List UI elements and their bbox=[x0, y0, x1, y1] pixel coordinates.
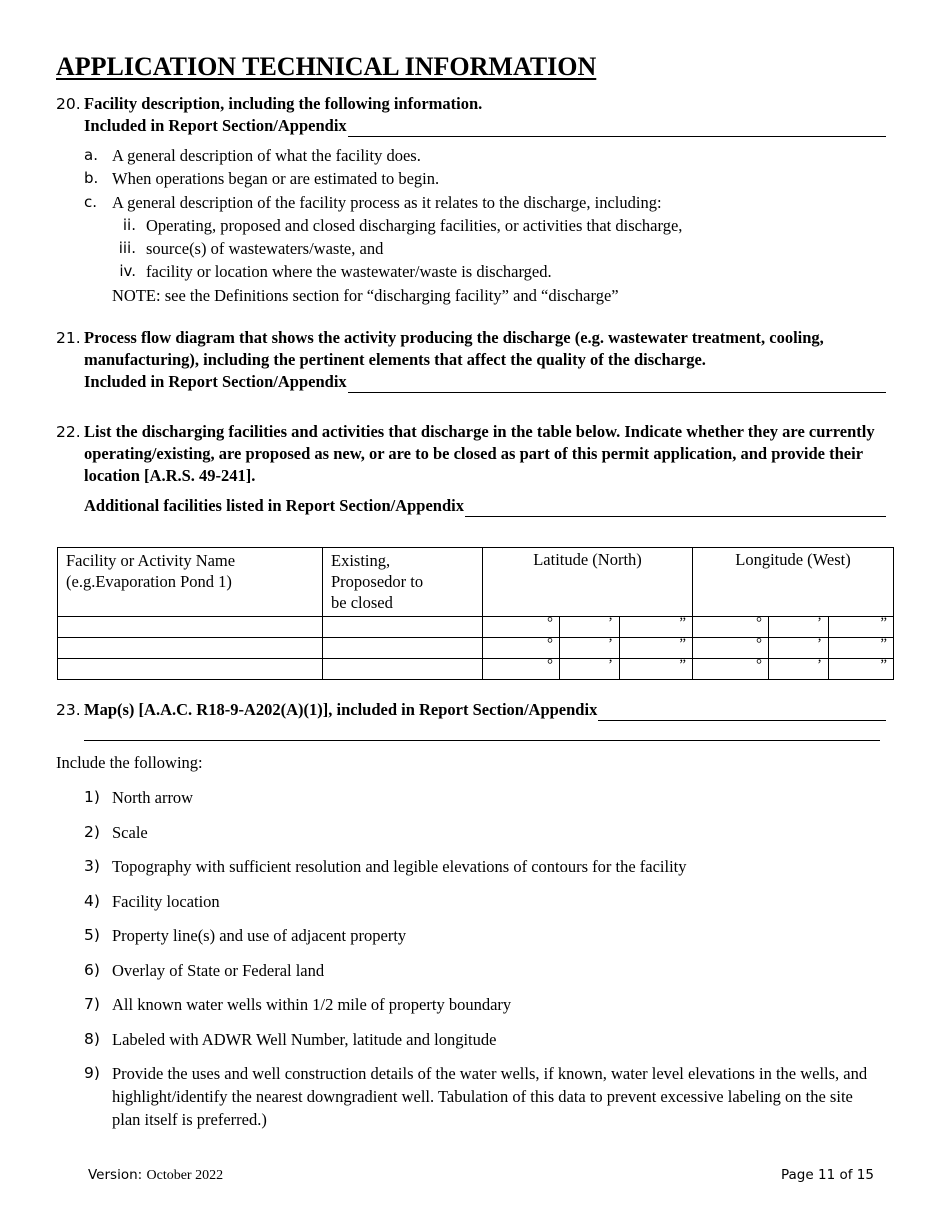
header-text: (e.g.Evaporation Pond 1) bbox=[66, 572, 232, 591]
lat-seconds-cell[interactable]: ” bbox=[620, 638, 693, 659]
list-marker: 9) bbox=[84, 1064, 100, 1082]
map-label: Map(s) [A.A.C. R18-9-A202(A)(1)], included in Report Section/Appendix bbox=[84, 700, 598, 719]
included-label: Included in Report Section/Appendix bbox=[84, 116, 347, 135]
header-text: Facility or Activity Name bbox=[66, 551, 236, 570]
question-23 bbox=[56, 699, 886, 721]
list-item bbox=[84, 890, 884, 913]
lat-minutes-cell[interactable]: ’ bbox=[560, 638, 620, 659]
list-item-text: Overlay of State or Federal land bbox=[112, 960, 325, 980]
header-status bbox=[323, 548, 483, 617]
list-marker: 4) bbox=[84, 891, 100, 910]
question-22-text: List the discharging facilities and activities that discharge in the table below. Indicate whether they are currently operating/existing, are proposed as new, or are to be closed as part of this permit application, and provide their location [A.R.S. 49-241]. bbox=[84, 422, 875, 485]
lon-degrees-cell[interactable]: ° bbox=[693, 659, 769, 680]
list-item bbox=[84, 144, 682, 167]
list-item-text: Topography with sufficient resolution and legible elevations of contours for the facility bbox=[112, 857, 687, 876]
list-marker: iv. bbox=[119, 262, 136, 281]
status-cell[interactable] bbox=[323, 659, 483, 680]
list-marker: ii. bbox=[122, 215, 136, 234]
list-item bbox=[84, 167, 682, 190]
list-item-text: Property line(s) and use of adjacent property bbox=[112, 926, 407, 945]
page-title: APPLICATION TECHNICAL INFORMATION bbox=[56, 52, 597, 81]
lon-seconds-cell[interactable]: ” bbox=[829, 638, 894, 659]
additional-facilities-field[interactable] bbox=[465, 501, 886, 517]
list-item-text: A general description of the facility process as it relates to the discharge, including: bbox=[112, 192, 662, 212]
question-20-heading: Facility description, including the following information. bbox=[84, 94, 483, 113]
header-text: Proposedor to bbox=[331, 572, 424, 591]
list-marker: b. bbox=[84, 169, 99, 188]
lon-degrees-cell[interactable]: ° bbox=[693, 617, 769, 638]
lat-degrees-cell[interactable]: ° bbox=[483, 617, 560, 638]
lon-seconds-cell[interactable]: ” bbox=[829, 617, 894, 638]
question-number: 23. bbox=[56, 701, 81, 719]
question-20 bbox=[56, 93, 886, 137]
table-header-row bbox=[58, 548, 894, 617]
list-item bbox=[84, 959, 884, 982]
list-marker: iii. bbox=[118, 239, 136, 258]
header-facility-name bbox=[58, 548, 323, 617]
list-item-text: Provide the uses and well construction details of the water wells, if known, water level elevations in the wells, and highlight/identify the nearest downgradient well. Tabulation of this data to prevent excessive labeling on the site plan itself is preferred.) bbox=[112, 1064, 868, 1129]
list-item bbox=[84, 1062, 884, 1131]
list-item-text: source(s) of wastewaters/waste, and bbox=[146, 239, 384, 259]
report-section-field[interactable] bbox=[348, 121, 886, 137]
lon-degrees-cell[interactable]: ° bbox=[693, 638, 769, 659]
list-marker: a. bbox=[84, 146, 98, 164]
header-text: be closed bbox=[331, 593, 393, 612]
list-subitem bbox=[84, 260, 682, 283]
include-intro: Include the following: bbox=[56, 753, 203, 772]
definitions-note bbox=[84, 284, 682, 307]
question-22 bbox=[56, 421, 886, 517]
list-marker: 8) bbox=[84, 1029, 100, 1048]
list-item-text: North arrow bbox=[112, 788, 194, 807]
note-text: NOTE: see the Definitions section for “discharging facility” and “discharge” bbox=[112, 285, 619, 305]
header-latitude: Latitude (North) bbox=[483, 548, 693, 617]
lat-minutes-cell[interactable]: ’ bbox=[560, 659, 620, 680]
list-subitem bbox=[84, 214, 682, 237]
list-marker: 5) bbox=[84, 926, 100, 944]
question-21-text: Process flow diagram that shows the activity producing the discharge (e.g. wastewater treatment, cooling, manufacturing), including the pertinent elements that affect the quality of the discharge. bbox=[84, 328, 824, 369]
facility-name-cell[interactable] bbox=[58, 638, 323, 659]
lon-minutes-cell[interactable]: ’ bbox=[769, 638, 829, 659]
question-number: 20. bbox=[56, 95, 81, 113]
facility-table bbox=[57, 547, 894, 680]
included-label: Included in Report Section/Appendix bbox=[84, 372, 347, 391]
list-item bbox=[84, 786, 884, 809]
question-number: 22. bbox=[56, 423, 81, 441]
list-item-text: Operating, proposed and closed discharging facilities, or activities that discharge, bbox=[146, 215, 683, 235]
list-item bbox=[84, 1028, 884, 1051]
report-section-field[interactable] bbox=[348, 377, 886, 393]
lon-seconds-cell[interactable]: ” bbox=[829, 659, 894, 680]
footer-version bbox=[88, 1167, 223, 1184]
question-number: 21. bbox=[56, 329, 81, 347]
status-cell[interactable] bbox=[323, 617, 483, 638]
lat-degrees-cell[interactable]: ° bbox=[483, 659, 560, 680]
question-21 bbox=[56, 327, 886, 393]
status-cell[interactable] bbox=[323, 638, 483, 659]
list-item bbox=[84, 821, 884, 844]
facility-name-cell[interactable] bbox=[58, 617, 323, 638]
list-marker: 1) bbox=[84, 788, 100, 806]
table-row bbox=[58, 638, 894, 659]
lat-seconds-cell[interactable]: ” bbox=[620, 617, 693, 638]
list-marker: c. bbox=[84, 192, 98, 211]
list-item bbox=[84, 855, 884, 878]
map-continuation-line[interactable] bbox=[84, 740, 880, 741]
lat-degrees-cell[interactable]: ° bbox=[483, 638, 560, 659]
header-text: Existing, bbox=[331, 551, 391, 570]
version-label: Version: bbox=[88, 1167, 143, 1183]
table-row bbox=[58, 659, 894, 680]
lon-minutes-cell[interactable]: ’ bbox=[769, 617, 829, 638]
lat-seconds-cell[interactable]: ” bbox=[620, 659, 693, 680]
list-item-text: A general description of what the facility does. bbox=[112, 146, 421, 165]
list-marker: 6) bbox=[84, 960, 100, 979]
list-item-text: All known water wells within 1/2 mile of property boundary bbox=[112, 995, 512, 1014]
table-row bbox=[58, 617, 894, 638]
footer-page-number: Page 11 of 15 bbox=[781, 1167, 874, 1183]
map-report-section-field[interactable] bbox=[598, 705, 886, 721]
header-longitude: Longitude (West) bbox=[693, 548, 894, 617]
additional-facilities-label: Additional facilities listed in Report Section/Appendix bbox=[84, 496, 464, 515]
facility-name-cell[interactable] bbox=[58, 659, 323, 680]
lon-minutes-cell[interactable]: ’ bbox=[769, 659, 829, 680]
list-item-text: facility or location where the wastewater/waste is discharged. bbox=[146, 262, 552, 282]
list-marker: 2) bbox=[84, 822, 100, 841]
list-item bbox=[84, 993, 884, 1016]
list-item-text: Labeled with ADWR Well Number, latitude and longitude bbox=[112, 1029, 497, 1049]
version-value: October 2022 bbox=[146, 1168, 224, 1183]
list-item bbox=[84, 191, 682, 214]
list-subitem bbox=[84, 237, 682, 260]
list-item-text: Scale bbox=[112, 822, 148, 842]
question-20-items bbox=[84, 144, 682, 307]
lat-minutes-cell[interactable]: ’ bbox=[560, 617, 620, 638]
list-marker: 3) bbox=[84, 857, 100, 875]
list-item-text: Facility location bbox=[112, 891, 220, 911]
list-item bbox=[84, 924, 884, 947]
list-marker: 7) bbox=[84, 995, 100, 1013]
list-item-text: When operations began or are estimated to begin. bbox=[112, 169, 440, 189]
